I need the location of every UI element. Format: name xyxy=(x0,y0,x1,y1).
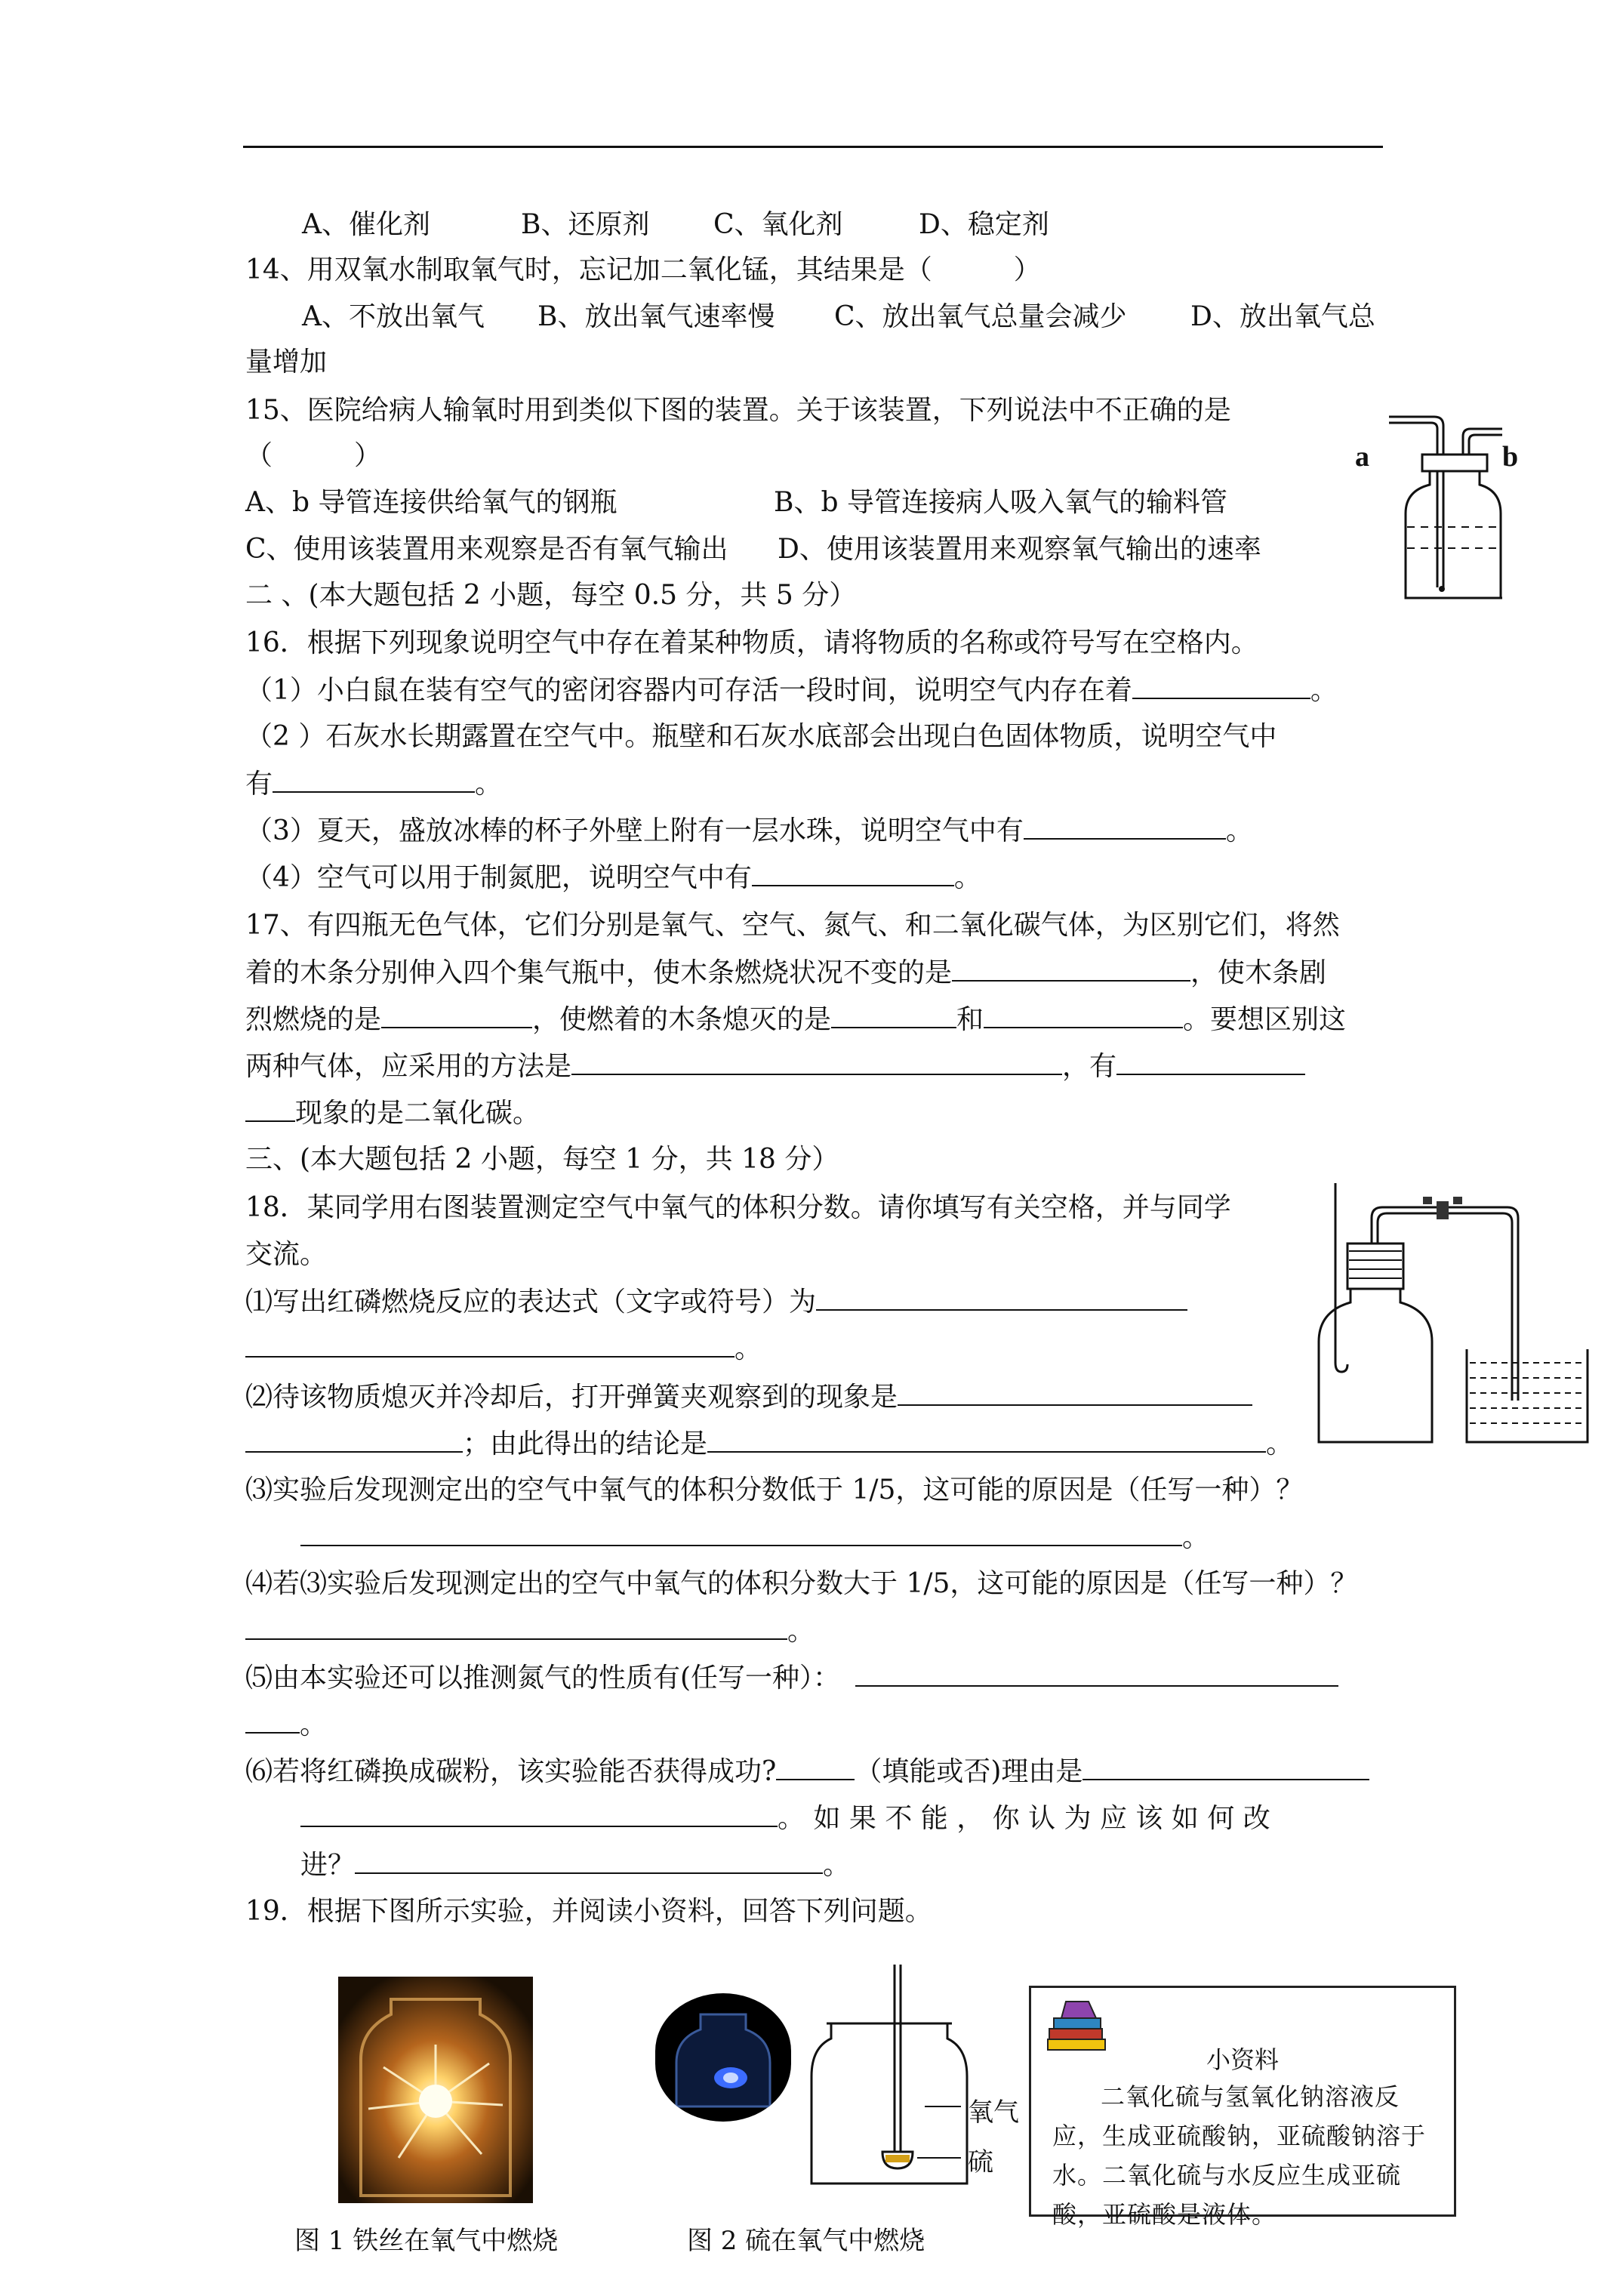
q18-blank-2a[interactable] xyxy=(898,1379,1252,1406)
q17-blank-1[interactable] xyxy=(952,954,1190,982)
q18-part-6-cont xyxy=(300,1800,1270,1837)
q18-blank-6c[interactable] xyxy=(300,1800,778,1827)
q14-option-b: B、放出氧气速率慢 xyxy=(537,301,775,332)
q17-line-2-end: ，使木条剧 xyxy=(1190,957,1327,988)
q18-part-3: ⑶实验后发现测定出的空气中氧气的体积分数低于 1/5，这可能的原因是（任写一种）？ xyxy=(245,1475,1304,1505)
q16-stem: 16．根据下列现象说明空气中存在着某种物质，请将物质的名称或符号写在空格内。 xyxy=(245,627,1258,658)
q13-options xyxy=(302,207,1049,243)
q18-blank-5b[interactable] xyxy=(245,1706,300,1734)
q18-blank-6d[interactable] xyxy=(355,1847,823,1874)
q18-part-5 xyxy=(245,1660,1338,1697)
q18-part-4: ⑷若⑶实验后发现测定出的空气中氧气的体积分数大于 1/5，这可能的原因是（任写一种）？ xyxy=(245,1568,1358,1599)
q17-line-4-text-a: 两种气体，应采用的方法是 xyxy=(245,1051,572,1082)
q18-part-6-text-c: 。 如 果 不 能 ， 你 认 为 应 该 如 何 改 xyxy=(778,1803,1270,1834)
q17-line-3 xyxy=(245,1001,1346,1038)
q18-part-5-cont xyxy=(245,1706,327,1743)
q19-stem: 19．根据下图所示实验，并阅读小资料，回答下列问题。 xyxy=(245,1896,932,1927)
q15-paren: （ ） xyxy=(245,440,382,471)
q18-part-6-end: 。 xyxy=(823,1850,851,1881)
q17-line-3-text-c: 和 xyxy=(956,1004,984,1035)
q16-part-4-text: （4）空气可以用于制氮肥，说明空气中有 xyxy=(245,862,752,893)
q18-part-5-end: 。 xyxy=(300,1709,328,1740)
q15-figure-label-b: b xyxy=(1502,441,1519,473)
q18-part-6-text-d: 进？ xyxy=(300,1850,356,1881)
q17-line-4-text-b: ，有 xyxy=(1062,1051,1117,1082)
q18-part-4-answer xyxy=(245,1613,815,1650)
info-box xyxy=(1029,1986,1456,2229)
figure-2-caption: 图 2 硫在氧气中燃烧 xyxy=(687,2226,925,2256)
q16-blank-3[interactable] xyxy=(1024,812,1226,840)
q16-part-3-end: 。 xyxy=(1225,815,1253,846)
q17-line-3-text-b: ，使燃着的木条熄灭的是 xyxy=(532,1004,832,1035)
q18-part-6-text-b: （填能或否)理由是 xyxy=(855,1756,1083,1787)
q17-line-5 xyxy=(245,1095,540,1132)
q17-blank-3[interactable] xyxy=(831,1001,956,1028)
q18-part-6-text-a: ⑹若将红磷换成碳粉，该实验能否获得成功? xyxy=(245,1756,777,1787)
q16-blank-2[interactable] xyxy=(273,766,475,793)
q17-blank-2[interactable] xyxy=(381,1001,532,1028)
q18-blank-3[interactable] xyxy=(300,1519,1182,1546)
q18-blank-5a[interactable] xyxy=(855,1660,1338,1687)
q18-part-1-cont xyxy=(245,1330,762,1367)
q14-option-d-cont: 量增加 xyxy=(245,347,328,378)
q15-figure-label-a: a xyxy=(1355,441,1369,473)
header-rule xyxy=(243,146,1383,148)
gas-washing-bottle-diagram xyxy=(1389,400,1502,604)
section-3-heading: 三、(本大题包括 2 小题，每空 1 分，共 18 分） xyxy=(245,1144,839,1175)
q16-blank-4[interactable] xyxy=(752,859,954,886)
q18-part-3-answer xyxy=(300,1519,1209,1556)
q16-part-1-text: （1）小白鼠在装有空气的密闭容器内可存活一段时间，说明空气内存在着 xyxy=(245,675,1132,706)
q18-part-3-end: 。 xyxy=(1182,1522,1210,1553)
q17-line-1: 17、有四瓶无色气体，它们分别是氧气、空气、氮气、和二氧化碳气体，为区别它们，将然 xyxy=(245,910,1340,941)
q18-part-5-text: ⑸由本实验还可以推测氮气的性质有(任写一种）： xyxy=(245,1663,841,1693)
q16-part-2b xyxy=(245,766,502,803)
figure-1-caption: 图 1 铁丝在氧气中燃烧 xyxy=(294,2226,559,2256)
q17-line-3-text-a: 烈燃烧的是 xyxy=(245,1004,382,1035)
q18-part-1-end: 。 xyxy=(735,1333,762,1364)
q13-option-a: A、催化剂 xyxy=(302,209,430,240)
info-box-text: 二氧化硫与氢氧化钠溶液反应，生成亚硫酸钠，亚硫酸钠溶于水。二氧化硫与水反应生成亚硫酸，亚硫酸是液体。 xyxy=(1052,2082,1427,2229)
q18-part-2-text-b: ；由此得出的结论是 xyxy=(463,1428,708,1459)
q18-part-1 xyxy=(245,1284,1187,1321)
q17-blank-4[interactable] xyxy=(984,1001,1183,1028)
q14-option-d: D、放出氧气总 xyxy=(1190,301,1375,332)
q15-option-b: B、b 导管连接病人吸入氧气的输料管 xyxy=(774,487,1227,518)
q17-line-2 xyxy=(245,954,1326,991)
q18-blank-6a[interactable] xyxy=(776,1753,855,1780)
q18-blank-1a[interactable] xyxy=(816,1284,1187,1311)
q18-part-2-text: ⑵待该物质熄灭并冷却后，打开弹簧夹观察到的现象是 xyxy=(245,1382,898,1413)
q17-blank-6-cont[interactable] xyxy=(245,1095,295,1122)
q18-part-6-improve xyxy=(300,1847,850,1884)
q13-option-d: D、稳定剂 xyxy=(919,209,1049,240)
q18-part-2-cont xyxy=(245,1425,1293,1462)
oxygen-measurement-apparatus-diagram xyxy=(1302,1174,1597,1446)
q16-part-4-end: 。 xyxy=(953,862,981,893)
fig2-label-sulfur: 硫 xyxy=(968,2147,993,2177)
q16-part-4 xyxy=(245,859,981,896)
q14-stem: 14、用双氧水制取氧气时，忘记加二氧化锰，其结果是（ ） xyxy=(245,254,1041,285)
q18-blank-4[interactable] xyxy=(245,1613,787,1640)
q17-line-2-text: 着的木条分别伸入四个集气瓶中，使木条燃烧状况不变的是 xyxy=(245,957,953,988)
q18-blank-6b[interactable] xyxy=(1083,1753,1369,1780)
q17-line-3-text-d: 。要想区别这 xyxy=(1183,1004,1347,1035)
q17-line-5-text: 现象的是二氧化碳。 xyxy=(295,1098,540,1129)
q18-part-2-end: 。 xyxy=(1266,1428,1294,1459)
q17-blank-6[interactable] xyxy=(1116,1048,1305,1075)
q18-part-1-text: ⑴写出红磷燃烧反应的表达式（文字或符号）为 xyxy=(245,1287,817,1318)
fig2-label-oxygen: 氧气 xyxy=(968,2097,1019,2128)
q18-part-4-end: 。 xyxy=(787,1616,815,1647)
q16-part-1-end: 。 xyxy=(1310,675,1338,706)
q13-option-c: C、氧化剂 xyxy=(713,209,843,240)
q18-part-2 xyxy=(245,1379,1252,1416)
q16-part-3 xyxy=(245,812,1253,849)
q16-part-2a: （2 ）石灰水长期露置在空气中。瓶壁和石灰水底部会出现白色固体物质，说明空气中 xyxy=(245,721,1277,752)
q13-option-b: B、还原剂 xyxy=(521,209,650,240)
q14-option-a: A、不放出氧气 xyxy=(302,301,485,332)
q16-part-3-text: （3）夏天，盛放冰棒的杯子外壁上附有一层水珠，说明空气中有 xyxy=(245,815,1024,846)
q18-blank-2c[interactable] xyxy=(707,1425,1266,1453)
q15-option-a: A、b 导管连接供给氧气的钢瓶 xyxy=(245,487,617,518)
q15-stem: 15、医院给病人输氧时用到类似下图的装置。关于该装置，下列说法中不正确的是 xyxy=(245,395,1231,426)
q15-option-d: D、使用该装置用来观察氧气输出的速率 xyxy=(778,534,1261,565)
q18-line-2: 交流。 xyxy=(245,1239,328,1270)
q16-part-2b-end: 。 xyxy=(475,769,503,800)
section-2-heading: 二 、(本大题包括 2 小题，每空 0.5 分，共 5 分） xyxy=(245,580,857,611)
q16-part-1 xyxy=(245,672,1338,709)
q18-line-1: 18．某同学用右图装置测定空气中氧气的体积分数。请你填写有关空格，并与同学 xyxy=(245,1192,1231,1223)
q16-part-2b-text: 有 xyxy=(245,769,273,800)
q17-blank-5[interactable] xyxy=(571,1048,1062,1075)
q16-blank-1[interactable] xyxy=(1132,672,1310,699)
q15-option-c: C、使用该装置用来观察是否有氧气输出 xyxy=(245,534,728,565)
q18-blank-2b[interactable] xyxy=(245,1425,463,1453)
q18-part-6 xyxy=(245,1753,1369,1790)
info-box-title: 小资料 xyxy=(1206,2045,1279,2074)
q17-line-4 xyxy=(245,1048,1305,1085)
iron-wire-burning-photo xyxy=(338,1977,533,2203)
q14-option-c: C、放出氧气总量会减少 xyxy=(834,301,1127,332)
q18-blank-1b[interactable] xyxy=(245,1330,735,1358)
sulfur-burning-photo xyxy=(655,1993,791,2122)
q14-options xyxy=(302,299,1375,335)
